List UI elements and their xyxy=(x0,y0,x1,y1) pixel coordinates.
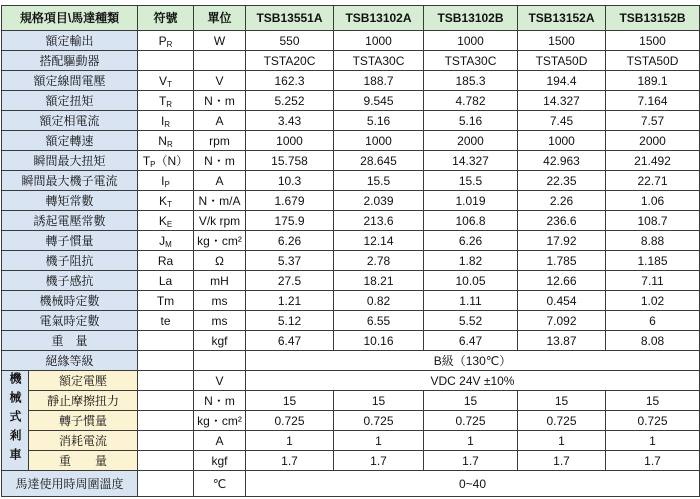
value-cell: 15 xyxy=(518,391,606,411)
value-cell: 106.8 xyxy=(424,211,518,231)
value-cell: 1000 xyxy=(518,131,606,151)
value-cell: 550 xyxy=(246,31,334,51)
symbol-main: N xyxy=(158,133,167,148)
merged-value-cell: 0~40 xyxy=(246,471,700,497)
value-cell: 185.3 xyxy=(424,71,518,91)
symbol-cell xyxy=(138,191,194,211)
brake-row-label: 重 量 xyxy=(29,451,138,471)
value-cell: 15.5 xyxy=(424,171,518,191)
symbol-main: I xyxy=(160,113,165,128)
merged-value-cell: VDC 24V ±10% xyxy=(246,371,700,391)
symbol-cell xyxy=(138,451,194,471)
value-cell: 13.87 xyxy=(518,331,606,351)
brake-row-label: 轉子慣量 xyxy=(29,411,138,431)
symbol-subscript: T xyxy=(167,199,172,209)
row-label: 機子阻抗 xyxy=(2,251,138,271)
unit-cell xyxy=(194,351,246,371)
symbol-main: K xyxy=(159,193,168,208)
value-cell: 7.164 xyxy=(606,91,700,111)
value-cell: TSTA20C xyxy=(246,51,334,71)
value-cell: 6.26 xyxy=(424,231,518,251)
brake-row xyxy=(2,431,700,451)
row-label: 機械時定數 xyxy=(2,291,138,311)
value-cell: 8.88 xyxy=(606,231,700,251)
value-cell: 1.185 xyxy=(606,251,700,271)
table-row xyxy=(2,171,700,191)
header-model: TSB13102B xyxy=(424,6,518,31)
value-cell: 1.11 xyxy=(424,291,518,311)
row-label: 額定線間電壓 xyxy=(2,71,138,91)
row-label: 額定輸出 xyxy=(2,31,138,51)
ambient-temperature-row xyxy=(2,471,700,497)
value-cell: 10.3 xyxy=(246,171,334,191)
symbol-cell xyxy=(138,291,194,311)
symbol-cell xyxy=(138,91,194,111)
brake-row-label: 消耗電流 xyxy=(29,431,138,451)
table-row xyxy=(2,331,700,351)
brake-group-label: 機械式剎車 xyxy=(8,371,22,467)
value-cell: 1.679 xyxy=(246,191,334,211)
symbol-subscript: R xyxy=(166,39,173,49)
value-cell: 15 xyxy=(606,391,700,411)
row-label: 轉子慣量 xyxy=(2,231,138,251)
value-cell: 1000 xyxy=(246,131,334,151)
brake-row-label: 靜止摩擦扭力 xyxy=(29,391,138,411)
value-cell: TSTA50D xyxy=(606,51,700,71)
unit-cell: Ω xyxy=(194,251,246,271)
value-cell: 10.05 xyxy=(424,271,518,291)
symbol-subscript: R xyxy=(166,99,173,109)
unit-cell xyxy=(194,51,246,71)
value-cell: 15 xyxy=(334,391,424,411)
value-cell: 1.06 xyxy=(606,191,700,211)
value-cell: 5.252 xyxy=(246,91,334,111)
table-row xyxy=(2,151,700,171)
value-cell: 27.5 xyxy=(246,271,334,291)
symbol-subscript: E xyxy=(166,219,173,229)
row-label: 絕緣等級 xyxy=(2,351,138,371)
unit-cell: N・m/A xyxy=(194,191,246,211)
table-row xyxy=(2,191,700,211)
unit-cell: V xyxy=(194,71,246,91)
value-cell: 1.7 xyxy=(606,451,700,471)
table-row xyxy=(2,71,700,91)
value-cell: 5.16 xyxy=(424,111,518,131)
row-label: 瞬間最大扭矩 xyxy=(2,151,138,171)
symbol-cell xyxy=(138,271,194,291)
unit-cell: ms xyxy=(194,291,246,311)
unit-cell: A xyxy=(194,111,246,131)
row-label: 馬達使用時周圍溫度 xyxy=(2,471,138,497)
value-cell: 10.16 xyxy=(334,331,424,351)
symbol-main: P xyxy=(158,33,167,48)
symbol-cell xyxy=(138,471,194,497)
symbol-main: J xyxy=(159,233,166,248)
value-cell: 6.55 xyxy=(334,311,424,331)
value-cell: 162.3 xyxy=(246,71,334,91)
unit-cell: N・m xyxy=(194,151,246,171)
symbol-main: Tm xyxy=(156,293,175,308)
value-cell: 5.37 xyxy=(246,251,334,271)
value-cell: 175.9 xyxy=(246,211,334,231)
unit-cell: kg・cm² xyxy=(194,411,246,431)
value-cell: 4.782 xyxy=(424,91,518,111)
table-row xyxy=(2,351,700,371)
spec-table xyxy=(1,5,700,497)
unit-cell: kg・cm² xyxy=(194,231,246,251)
value-cell: 1 xyxy=(518,431,606,451)
value-cell: 42.963 xyxy=(518,151,606,171)
value-cell: 22.35 xyxy=(518,171,606,191)
symbol-cell xyxy=(138,131,194,151)
value-cell: 12.14 xyxy=(334,231,424,251)
row-label: 瞬間最大機子電流 xyxy=(2,171,138,191)
value-cell: 28.645 xyxy=(334,151,424,171)
value-cell: 7.11 xyxy=(606,271,700,291)
unit-cell: rpm xyxy=(194,131,246,151)
value-cell: 0.725 xyxy=(334,411,424,431)
value-cell: 213.6 xyxy=(334,211,424,231)
symbol-cell xyxy=(138,351,194,371)
value-cell: 236.6 xyxy=(518,211,606,231)
value-cell: 8.08 xyxy=(606,331,700,351)
value-cell: 1000 xyxy=(424,31,518,51)
symbol-main: te xyxy=(160,313,171,328)
brake-row xyxy=(2,371,700,391)
value-cell: 0.725 xyxy=(246,411,334,431)
row-label: 額定扭矩 xyxy=(2,91,138,111)
brake-row xyxy=(2,391,700,411)
header-model: TSB13152A xyxy=(518,6,606,31)
symbol-main: Ra xyxy=(157,253,174,268)
table-row xyxy=(2,31,700,51)
table-row xyxy=(2,291,700,311)
value-cell: 2000 xyxy=(424,131,518,151)
value-cell: 108.7 xyxy=(606,211,700,231)
symbol-suffix: （N） xyxy=(155,153,189,168)
brake-group-cell xyxy=(2,371,29,471)
table-row xyxy=(2,231,700,251)
value-cell: 188.7 xyxy=(334,71,424,91)
value-cell: TSTA30C xyxy=(334,51,424,71)
row-label: 額定轉速 xyxy=(2,131,138,151)
row-label: 電氣時定數 xyxy=(2,311,138,331)
value-cell: 7.092 xyxy=(518,311,606,331)
table-row xyxy=(2,211,700,231)
header-row xyxy=(2,6,700,31)
symbol-cell xyxy=(138,151,194,171)
value-cell: 2.78 xyxy=(334,251,424,271)
header-item-label: 規格項目\馬達種類 xyxy=(2,6,138,31)
spec-table-header xyxy=(2,6,700,31)
value-cell: TSTA30C xyxy=(424,51,518,71)
value-cell: 6.26 xyxy=(246,231,334,251)
value-cell: 7.45 xyxy=(518,111,606,131)
symbol-main: V xyxy=(159,73,168,88)
brake-row-label: 額定電壓 xyxy=(29,371,138,391)
symbol-cell xyxy=(138,371,194,391)
value-cell: 0.82 xyxy=(334,291,424,311)
symbol-cell xyxy=(138,411,194,431)
value-cell: 17.92 xyxy=(518,231,606,251)
spec-table-body xyxy=(2,31,700,497)
header-model: TSB13152B xyxy=(606,6,700,31)
unit-cell: A xyxy=(194,171,246,191)
value-cell: 1 xyxy=(606,431,700,451)
value-cell: 0.725 xyxy=(518,411,606,431)
table-row xyxy=(2,251,700,271)
value-cell: 1000 xyxy=(334,131,424,151)
unit-cell: kgf xyxy=(194,331,246,351)
symbol-subscript: R xyxy=(164,119,171,129)
brake-row xyxy=(2,451,700,471)
unit-cell: mH xyxy=(194,271,246,291)
value-cell: 5.52 xyxy=(424,311,518,331)
symbol-cell xyxy=(138,211,194,231)
row-label: 額定相電流 xyxy=(2,111,138,131)
value-cell: 0.725 xyxy=(606,411,700,431)
value-cell: 6 xyxy=(606,311,700,331)
row-label: 搭配驅動器 xyxy=(2,51,138,71)
value-cell: 21.492 xyxy=(606,151,700,171)
unit-cell: ℃ xyxy=(194,471,246,497)
row-label: 重 量 xyxy=(2,331,138,351)
symbol-cell xyxy=(138,71,194,91)
symbol-main: I xyxy=(161,173,165,188)
symbol-cell xyxy=(138,111,194,131)
value-cell: TSTA50D xyxy=(518,51,606,71)
symbol-main: K xyxy=(158,213,167,228)
merged-value-cell: B級（130℃） xyxy=(246,351,700,371)
value-cell: 6.47 xyxy=(424,331,518,351)
value-cell: 1 xyxy=(424,431,518,451)
unit-cell: N・m xyxy=(194,391,246,411)
value-cell: 1.019 xyxy=(424,191,518,211)
table-row xyxy=(2,91,700,111)
value-cell: 1500 xyxy=(518,31,606,51)
value-cell: 1.785 xyxy=(518,251,606,271)
symbol-subscript: M xyxy=(165,239,172,249)
value-cell: 15 xyxy=(246,391,334,411)
symbol-cell xyxy=(138,231,194,251)
row-label: 轉矩常數 xyxy=(2,191,138,211)
value-cell: 1 xyxy=(246,431,334,451)
value-cell: 18.21 xyxy=(334,271,424,291)
value-cell: 1.7 xyxy=(246,451,334,471)
value-cell: 5.12 xyxy=(246,311,334,331)
value-cell: 1.7 xyxy=(518,451,606,471)
table-row xyxy=(2,311,700,331)
header-unit-label: 單位 xyxy=(194,6,246,31)
unit-cell: ms xyxy=(194,311,246,331)
value-cell: 1.7 xyxy=(424,451,518,471)
symbol-subscript: P xyxy=(164,179,170,189)
value-cell: 7.57 xyxy=(606,111,700,131)
brake-row xyxy=(2,411,700,431)
value-cell: 14.327 xyxy=(424,151,518,171)
value-cell: 1000 xyxy=(334,31,424,51)
row-label: 機子感抗 xyxy=(2,271,138,291)
value-cell: 1.02 xyxy=(606,291,700,311)
table-row xyxy=(2,51,700,71)
header-model: TSB13551A xyxy=(246,6,334,31)
header-model: TSB13102A xyxy=(334,6,424,31)
symbol-main: T xyxy=(142,153,151,168)
value-cell: 2.039 xyxy=(334,191,424,211)
symbol-main: La xyxy=(158,273,173,288)
symbol-subscript: T xyxy=(167,79,172,89)
value-cell: 0.725 xyxy=(424,411,518,431)
table-row xyxy=(2,111,700,131)
unit-cell: N・m xyxy=(194,91,246,111)
value-cell: 12.66 xyxy=(518,271,606,291)
value-cell: 1 xyxy=(334,431,424,451)
value-cell: 15 xyxy=(424,391,518,411)
table-row xyxy=(2,271,700,291)
symbol-subscript: P xyxy=(150,159,156,169)
value-cell: 5.16 xyxy=(334,111,424,131)
symbol-cell xyxy=(138,391,194,411)
header-symbol-label: 符號 xyxy=(138,6,194,31)
value-cell: 189.1 xyxy=(606,71,700,91)
unit-cell: A xyxy=(194,431,246,451)
symbol-subscript: R xyxy=(166,139,173,149)
value-cell: 1.82 xyxy=(424,251,518,271)
unit-cell: W xyxy=(194,31,246,51)
row-label: 誘起電壓常數 xyxy=(2,211,138,231)
symbol-cell xyxy=(138,331,194,351)
symbol-cell xyxy=(138,431,194,451)
value-cell: 2000 xyxy=(606,131,700,151)
value-cell: 1.7 xyxy=(334,451,424,471)
unit-cell: V/k rpm xyxy=(194,211,246,231)
unit-cell: kgf xyxy=(194,451,246,471)
symbol-cell xyxy=(138,51,194,71)
table-row xyxy=(2,131,700,151)
symbol-cell xyxy=(138,251,194,271)
value-cell: 1.21 xyxy=(246,291,334,311)
value-cell: 15.5 xyxy=(334,171,424,191)
value-cell: 15.758 xyxy=(246,151,334,171)
unit-cell: V xyxy=(194,371,246,391)
value-cell: 9.545 xyxy=(334,91,424,111)
value-cell: 1500 xyxy=(606,31,700,51)
symbol-cell xyxy=(138,31,194,51)
value-cell: 2.26 xyxy=(518,191,606,211)
value-cell: 3.43 xyxy=(246,111,334,131)
value-cell: 0.454 xyxy=(518,291,606,311)
value-cell: 6.47 xyxy=(246,331,334,351)
symbol-cell xyxy=(138,171,194,191)
value-cell: 22.71 xyxy=(606,171,700,191)
symbol-cell xyxy=(138,311,194,331)
symbol-main: T xyxy=(158,93,167,108)
value-cell: 14.327 xyxy=(518,91,606,111)
value-cell: 194.4 xyxy=(518,71,606,91)
